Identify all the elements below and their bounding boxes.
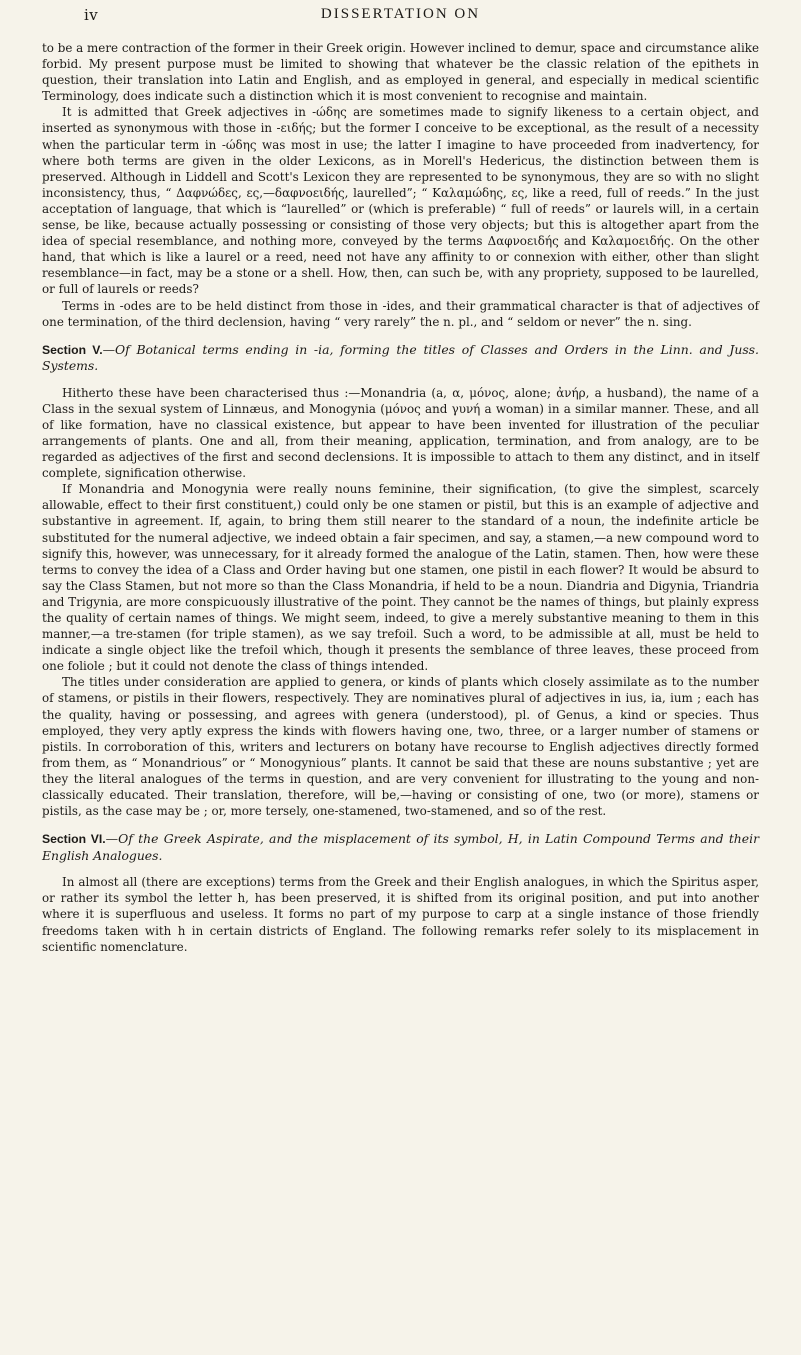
paragraph-titles-genera: The titles under consideration are applied to genera, or kinds of plants which closely assimilate as to the number of stamens, or pistils in their flowers, respectively. They are nominatives plural of adjectives in ius, ia, ium ; each has the quality, having or possessing, and agrees with genera (understood), pl. of Genus, a kind or species. Thus employed, they very aptly express the kinds with flowers having one, two, three, or a larger number of stamens or pistils. In corroboration of this, writers and lecturers on botany have recourse to English adjectives directly formed from them, as “ Monandrious” or “ Monogynious” plants. It cannot be said that these are nouns substantive ; yet are they the literal analogues of the terms in question, and are very convenient for illustrating to the young and non-classically educated. Their translation, therefore, will be,—having or consisting of one, two (or more), stamens or pistils, as the case may be ; or, more tersely, one-stamened, two-stamened, and so of the rest.	[42, 675, 759, 819]
paragraph-terms-odes: Terms in -odes are to be held distinct from those in -ides, and their grammatical character is that of adjectives of one termination, of the third declension, having “ very rarely” the n. pl., and “ seldom or never” the n. sing.	[42, 298, 759, 329]
paragraph-continuation: to be a mere contraction of the former in their Greek origin. However inclined to demur, space and circumstance alike forbid. My present purpose must be limited to showing that whatever be the classic relation of the epithets in question, their translation into Latin and English, and as employed in general, and especially in medical scientific Terminology, does indicate such a distinction which it is most convenient to recognise and maintain.	[42, 41, 760, 104]
page-number: iv	[84, 6, 99, 24]
section-title: —Of the Greek Aspirate, and the misplacement of its symbol, H, in Latin Compound Terms and their English Analogues.	[42, 831, 759, 863]
running-title: DISSERTATION ON	[320, 6, 481, 22]
body-text	[42, 40, 759, 955]
paragraph-nouns-feminine: If Monandria and Monogynia were really nouns feminine, their signification, (to give the simplest, scarcely allowable, effect to their first constituent,) could only be one stamen or pistil, but this is an example of adjective and substantive in agreement. If, again, to bring them still nearer to the standard of a noun, the indefinite article be substituted for the numeral adjective, we indeed obtain a fair specimen, and say, a stamen,—a new compound word to signify this, however, was unnecessary, for it already formed the analogue of the Latin, stamen. Then, how were these terms to convey the idea of a Class and Order having but one stamen, one pistil in each flower? It would be absurd to say the Class Stamen, but not more so than the Class Monandria, if held to be a noun. Diandria and Digynia, Triandria and Trigynia, are more conspicuously illustrative of the point. They cannot be the names of things, but plainly express the quality of certain names of things. We might seem, indeed, to give a merely substantive meaning to them in this manner,—a tre-stamen (for triple stamen), as we say trefoil. Such a word, to be admissible at all, must be held to indicate a single object like the trefoil which, though it presents the semblance of three leaves, these proceed from one foliole ; but it could not denote the class of things intended.	[42, 482, 759, 674]
paragraph-greek-adjectives: It is admitted that Greek adjectives in -ώδης are sometimes made to signify likeness to a certain object, and inserted as synonymous with those in -ειδής; but the former I conceive to be exceptional, as the result of a necessity when the particular term in -ώδης was most in use; the latter I imagine to have proceeded from inadvertency, for where both terms are given in the older Lexicons, as in Morell's Hedericus, the distinction between them is preserved. Although in Liddell and Scott's Lexicon they are represented to be synonymous, they are so with no slight inconsistency, thus, “ Δαφνώδες, ες,—δαφνοειδής, laurelled”; “ Καλαμώδης, ες, like a reed, full of reeds.” In the just acceptation of language, that which is “laurelled” or (which is preferable) “ full of reeds” or laurels will, in a certain sense, be like, because actually possessing or consisting of those very objects; but this is altogether apart from the idea of special resemblance, and nothing more, conveyed by the terms Δαφνοειδής and Καλαμοειδής. On the other hand, that which is like a laurel or a reed, need not have any affinity to or connexion with either, other than slight resemblance—in fact, may be a stone or a shell. How, then, can such be, with any propriety, supposed to be laurelled, or full of laurels or reeds?	[42, 105, 759, 297]
section-heading-v	[42, 342, 759, 375]
paragraph-aspirate: In almost all (there are exceptions) terms from the Greek and their English analogues, in which the Spiritus asper, or rather its symbol the letter h, has been preserved, it is shifted from its original position, and put into another where it is superfluous and useless. It forms no part of my purpose to carp at a single instance of those friendly freedoms taken with h in certain districts of England. The following remarks refer solely to its misplacement in scientific nomenclature.	[42, 875, 759, 954]
section-heading-vi	[42, 831, 759, 864]
section-label: Section V.	[42, 342, 103, 357]
running-head	[42, 0, 759, 30]
section-label: Section VI.	[42, 832, 106, 847]
section-title: —Of Botanical terms ending in -ia, forming the titles of Classes and Orders in the Linn. and Juss. Systems.	[42, 341, 759, 374]
paragraph-monandria: Hitherto these have been characterised thus :—Monandria (a, α, μόνος, alone; ἀνήρ, a husband), the name of a Class in the sexual system of Linnæus, and Monogynia (μόνος and γυνή a woman) in a similar manner. These, and all of like formation, have no classical existence, but appear to have been invented for illustration of the peculiar arrangements of plants. One and all, from their meaning, application, termination, and from analogy, are to be regarded as adjectives of the first and second declensions. It is impossible to attach to them any distinct, and in itself complete, signification otherwise.	[42, 385, 759, 481]
